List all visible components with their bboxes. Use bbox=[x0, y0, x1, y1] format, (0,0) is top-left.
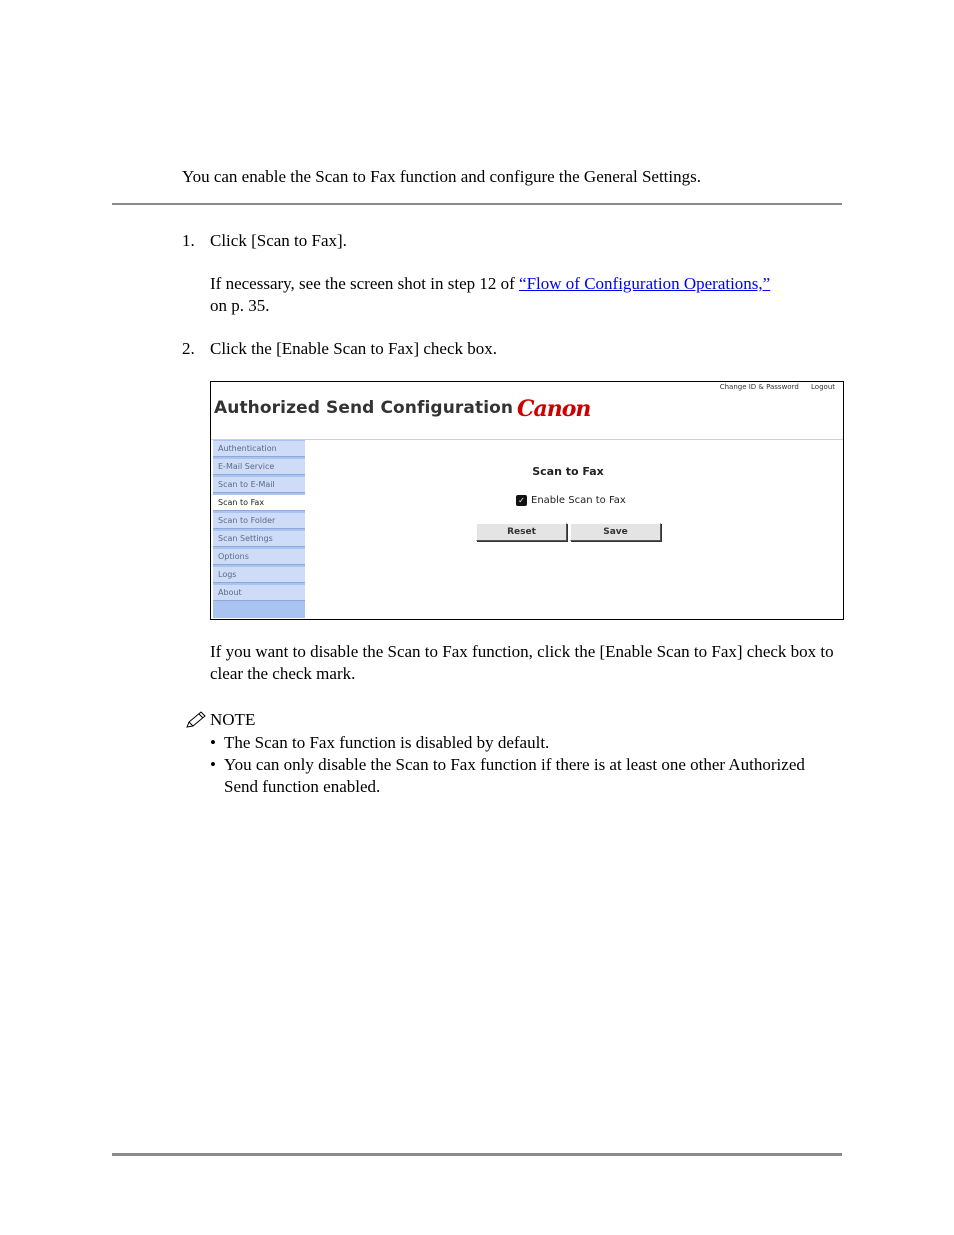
screenshot-title: Authorized Send Configuration bbox=[214, 398, 514, 418]
config-screenshot bbox=[210, 381, 844, 620]
reset-button[interactable]: Reset bbox=[476, 523, 567, 541]
sidebar-item-logs[interactable]: Logs bbox=[213, 567, 305, 583]
detail-page-ref: on p. 35. bbox=[210, 296, 270, 315]
top-rule bbox=[112, 203, 842, 205]
screenshot-main bbox=[306, 440, 843, 618]
screenshot-sidebar bbox=[213, 440, 305, 618]
note-item: • The Scan to Fax function is disabled by default. bbox=[210, 732, 830, 754]
sidebar-item-scan-to-fax[interactable]: Scan to Fax bbox=[213, 495, 305, 511]
cross-reference-link[interactable]: “Flow of Configuration Operations,” bbox=[519, 274, 771, 293]
section-heading: Scan to Fax bbox=[532, 465, 604, 478]
detail-text: If necessary, see the screen shot in step 12 of bbox=[210, 274, 520, 293]
step-1-detail bbox=[210, 273, 842, 317]
enable-scan-to-fax-checkbox[interactable] bbox=[516, 495, 626, 506]
logout-link[interactable]: Logout bbox=[811, 383, 835, 391]
sidebar-item-options[interactable]: Options bbox=[213, 549, 305, 565]
header-links bbox=[710, 383, 835, 391]
canon-logo: Canon bbox=[517, 396, 591, 422]
step-text: Click [Scan to Fax]. bbox=[210, 231, 347, 250]
note-item: • You can only disable the Scan to Fax function if there is at least one other Authorized Send function enabled. bbox=[210, 754, 830, 798]
sidebar-item-about[interactable]: About bbox=[213, 585, 305, 601]
step-text: Click the [Enable Scan to Fax] check box. bbox=[210, 339, 498, 358]
step-number: 1. bbox=[182, 231, 195, 250]
note-heading bbox=[184, 709, 255, 731]
sidebar-item-authentication[interactable]: Authentication bbox=[213, 441, 305, 457]
sidebar-item-scan-to-folder[interactable]: Scan to Folder bbox=[213, 513, 305, 529]
sidebar-item-email-service[interactable]: E-Mail Service bbox=[213, 459, 305, 475]
step-2 bbox=[182, 338, 497, 360]
note-label: NOTE bbox=[210, 710, 256, 729]
disable-text: If you want to disable the Scan to Fax function, click the [Enable Scan to Fax] check box to clear the check mark. bbox=[210, 642, 834, 683]
sidebar-item-scan-to-email[interactable]: Scan to E-Mail bbox=[213, 477, 305, 493]
intro-text: You can enable the Scan to Fax function and configure the General Settings. bbox=[182, 167, 701, 186]
step-number: 2. bbox=[182, 339, 195, 358]
pencil-icon bbox=[184, 710, 208, 730]
step-1 bbox=[182, 230, 347, 252]
checkbox-label: Enable Scan to Fax bbox=[531, 495, 626, 506]
checkbox-checked-icon[interactable]: ✓ bbox=[516, 495, 527, 506]
save-button[interactable]: Save bbox=[570, 523, 661, 541]
note-list bbox=[210, 732, 830, 798]
screenshot-header bbox=[211, 382, 843, 440]
change-id-password-link[interactable]: Change ID & Password bbox=[719, 383, 799, 391]
bottom-rule bbox=[112, 1153, 842, 1156]
sidebar-item-scan-settings[interactable]: Scan Settings bbox=[213, 531, 305, 547]
